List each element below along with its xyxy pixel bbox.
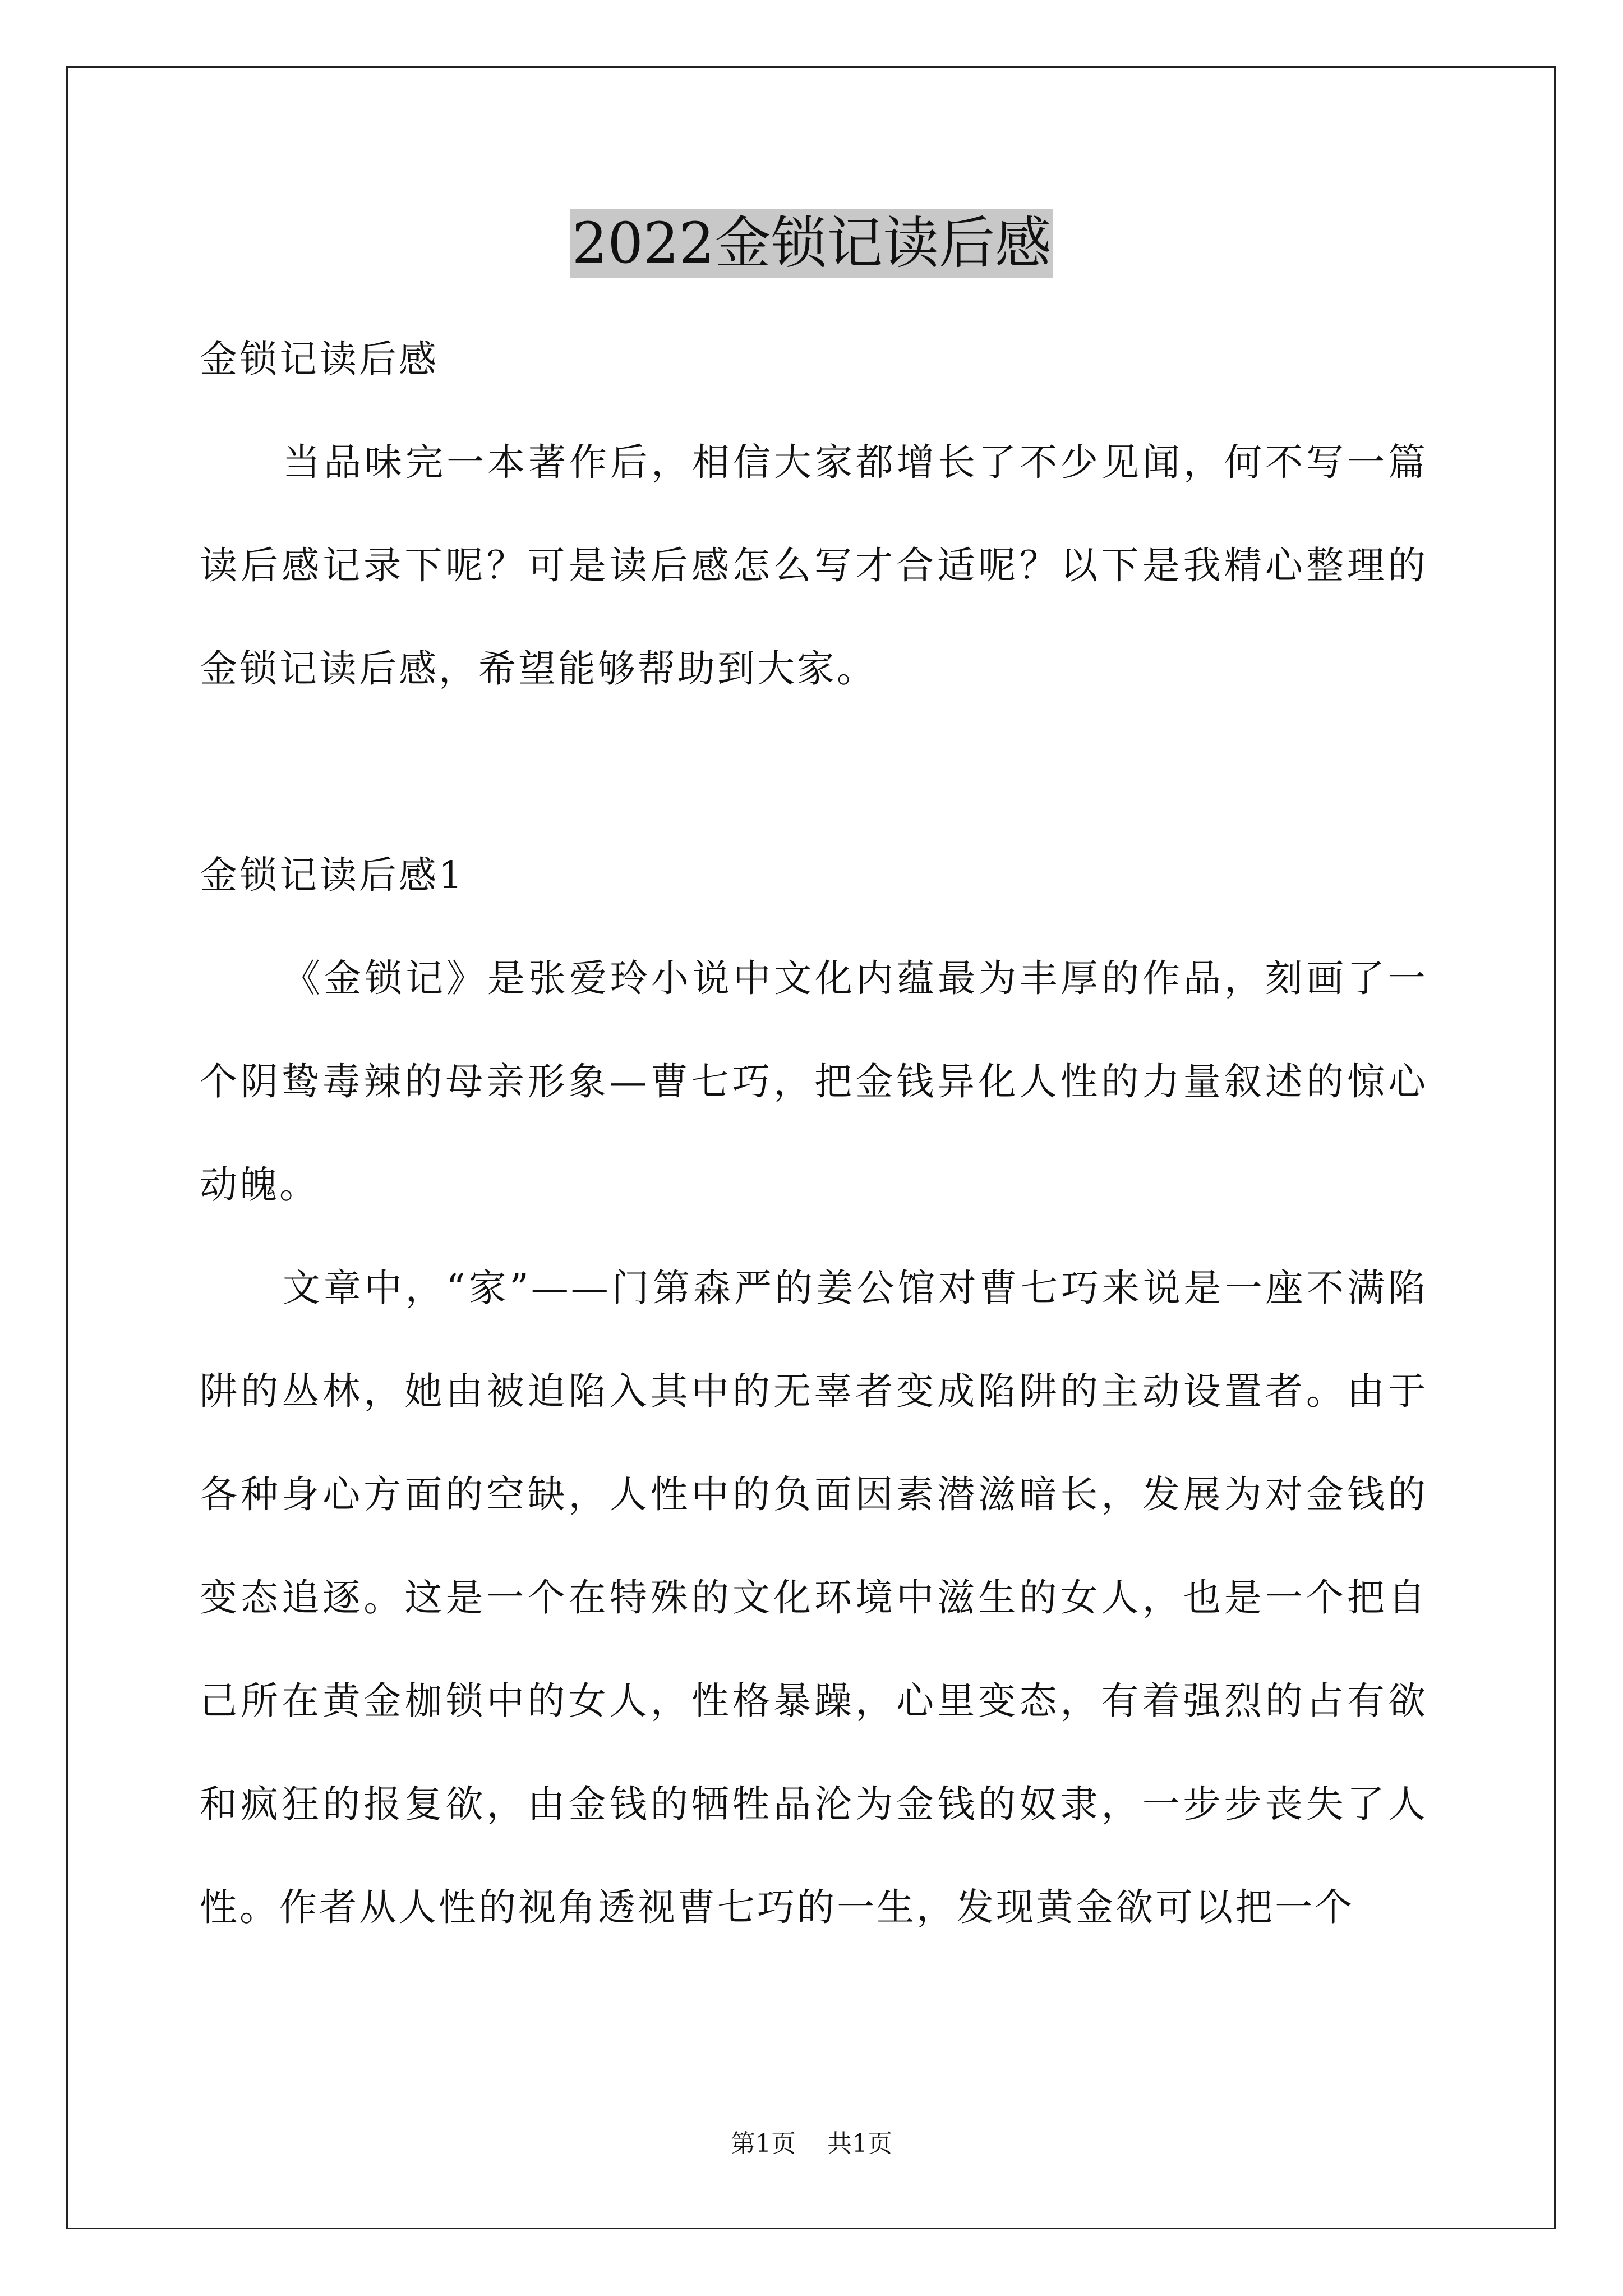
document-body (200, 307, 1428, 1959)
page-total: 共1页 (827, 2129, 892, 2158)
section-heading: 金锁记读后感1 (200, 853, 465, 897)
body-paragraph: 《金锁记》是张爱玲小说中文化内蕴最为丰厚的作品，刻画了一个阴鸷毒辣的母亲形象—曹七巧，把金钱异化人性的力量叙述的惊心动魄。 (200, 956, 1428, 1207)
body-paragraph: 文章中，“家”——门第森严的姜公馆对曹七巧来说是一座不满陷阱的丛林，她由被迫陷入其中的无辜者变成陷阱的主动设置者。由于各种身心方面的空缺，人性中的负面因素潜滋暗长，发展为对金钱的变态追逐。这是一个在特殊的文化环境中滋生的女人，也是一个把自己所在黄金枷锁中的女人，性格暴躁，心里变态，有着强烈的占有欲和疯狂的报复欲，由金钱的牺牲品沦为金钱的奴隶，一步步丧失了人性。作者从人性的视角透视曹七巧的一生，发现黄金欲可以把一个 (200, 1266, 1428, 1929)
title-container (0, 209, 1623, 278)
page-footer (0, 2127, 1623, 2161)
document-subtitle: 金锁记读后感 (200, 337, 439, 381)
document-title: 2022金锁记读后感 (570, 209, 1054, 278)
page-number: 第1页 (731, 2129, 796, 2158)
intro-paragraph: 当品味完一本著作后，相信大家都增长了不少见闻，何不写一篇读后感记录下呢？可是读后感怎么写才合适呢？以下是我精心整理的金锁记读后感，希望能够帮助到大家。 (200, 440, 1428, 691)
spacer (200, 720, 1428, 823)
